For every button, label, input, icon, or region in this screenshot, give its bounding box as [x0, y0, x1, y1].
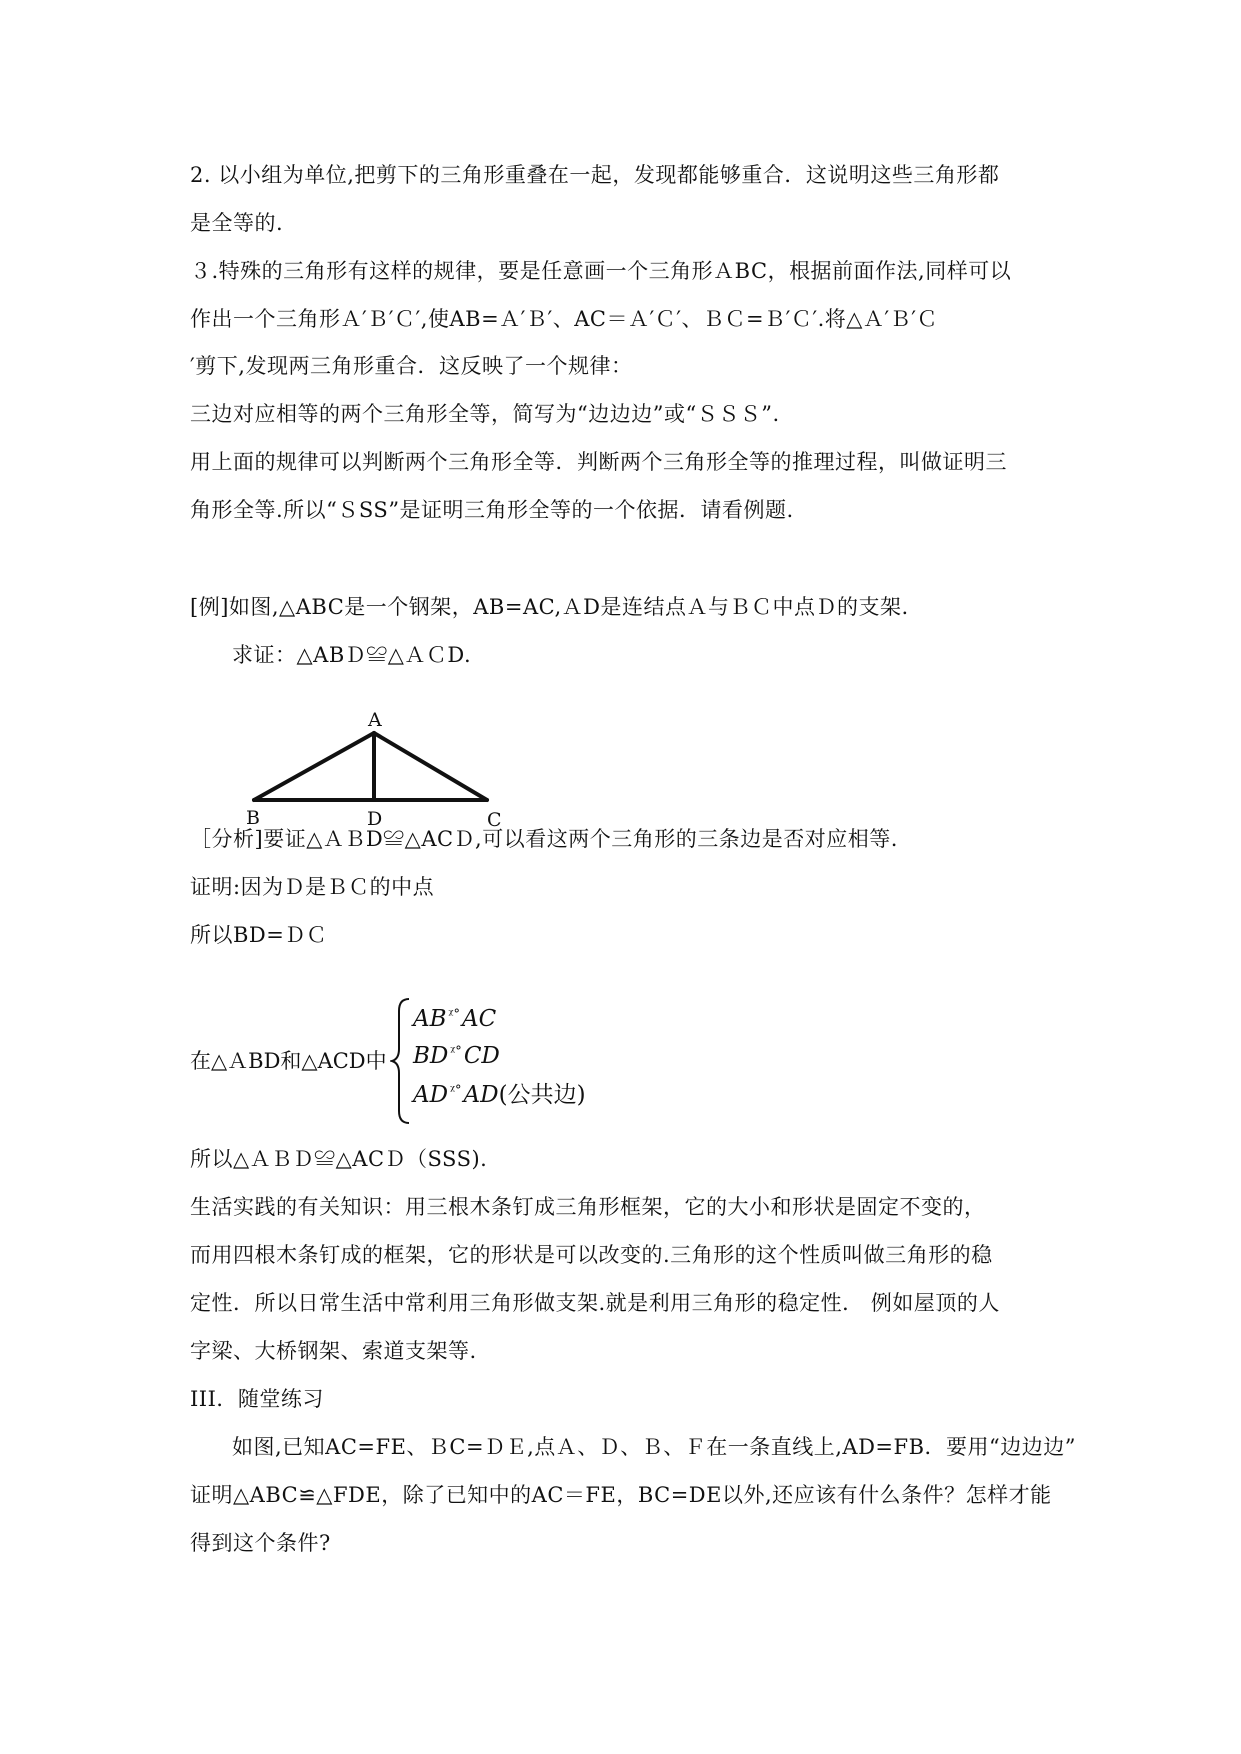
proof-conclusion: 所以△ＡＢＤ≌△ACＤ（SSS).: [190, 1147, 488, 1171]
example-statement: [例]如图,△ABC是一个钢架，AB=AC,ＡD是连结点Ａ与ＢＣ中点Ｄ的支架.: [190, 595, 909, 619]
stability-line-4: 字梁、大桥钢架、索道支架等.: [190, 1339, 477, 1363]
stability-line-1: 生活实践的有关知识：用三根木条钉成三角形框架，它的大小和形状是固定不变的，: [190, 1195, 986, 1219]
paragraph-line-3: ３.特殊的三角形有这样的规律，要是任意画一个三角形ＡBC，根据前面作法,同样可以: [190, 259, 1012, 283]
practice-line-1: 如图,已知AC=FE、ＢC=ＤＥ,点Ａ、Ｄ、Ｂ、Ｆ在一条直线上,AD=FB．要用“边边边”: [232, 1435, 1076, 1459]
sss-rule-line: 三边对应相等的两个三角形全等，简写为“边边边”或“ＳＳＳ”.: [190, 402, 780, 426]
paragraph-line-7: 用上面的规律可以判断两个三角形全等．判断两个三角形全等的推理过程，叫做证明三: [190, 450, 1007, 474]
system-row-1: [413, 1000, 496, 1034]
label-c: C: [487, 809, 502, 831]
label-b: B: [246, 807, 260, 829]
paragraph-line-8: 角形全等.所以“ＳSS”是证明三角形全等的一个依据．请看例题.: [190, 498, 794, 522]
practice-line-2: 证明△ABC≌△FDE，除了已知中的AC＝FE，BC=DE以外,还应该有什么条件？怎样才能: [190, 1483, 1052, 1507]
proof-line-1: 证明:因为Ｄ是ＢＣ的中点: [190, 875, 435, 899]
proof-line-2: 所以BD=ＤＣ: [190, 923, 328, 947]
row-2-left: BD: [413, 1043, 449, 1069]
paragraph-line-4: 作出一个三角形Ａ′Ｂ′Ｃ′,使AB=Ａ′Ｂ′、AC＝Ａ′Ｃ′、ＢＣ=Ｂ′Ｃ′.将△Ａ′Ｂ′Ｃ: [190, 307, 938, 331]
row-1-relation: ᵡ°: [448, 1007, 460, 1022]
row-3-right: AD: [463, 1082, 499, 1108]
system-row-2: [413, 1037, 500, 1071]
row-3-note: (公共边): [498, 1082, 586, 1108]
practice-line-3: 得到这个条件?: [190, 1531, 331, 1555]
system-row-3: [413, 1076, 586, 1110]
row-3-relation: ᵡ°: [450, 1083, 462, 1098]
left-brace-icon: [390, 997, 412, 1125]
label-d: D: [367, 808, 383, 830]
section-heading-practice: III．随堂练习: [190, 1387, 324, 1411]
edge-ab: [254, 733, 374, 800]
row-2-right: CD: [463, 1043, 500, 1069]
triangle-figure: [240, 700, 520, 840]
edge-ac: [374, 733, 487, 800]
label-a: A: [368, 709, 382, 731]
paragraph-line-2: 是全等的.: [190, 211, 284, 235]
stability-line-2: 而用四根木条钉成的框架，它的形状是可以改变的.三角形的这个性质叫做三角形的稳: [190, 1243, 993, 1267]
equation-system: [190, 997, 710, 1127]
triangle-diagram: [240, 700, 520, 840]
row-3-left: AD: [413, 1082, 449, 1108]
paragraph-line-5: ′剪下,发现两三角形重合．这反映了一个规律：: [190, 354, 633, 378]
analysis-line: ［分析]要证△ＡＢD≌△ACＤ,可以看这两个三角形的三条边是否对应相等.: [190, 827, 898, 851]
stability-line-3: 定性．所以日常生活中常利用三角形做支架.就是利用三角形的稳定性． 例如屋顶的人: [190, 1291, 1000, 1315]
system-prefix: 在△ＡBD和△ACD中: [190, 1049, 387, 1073]
paragraph-line-1: 2. 以小组为单位,把剪下的三角形重叠在一起，发现都能够重合．这说明这些三角形都: [190, 163, 1000, 187]
row-2-relation: ᵡ°: [450, 1044, 462, 1059]
row-1-left: AB: [413, 1006, 447, 1032]
row-1-right: AC: [461, 1006, 497, 1032]
prove-statement: 求证：△ABＤ≌△ＡＣD.: [232, 643, 472, 667]
